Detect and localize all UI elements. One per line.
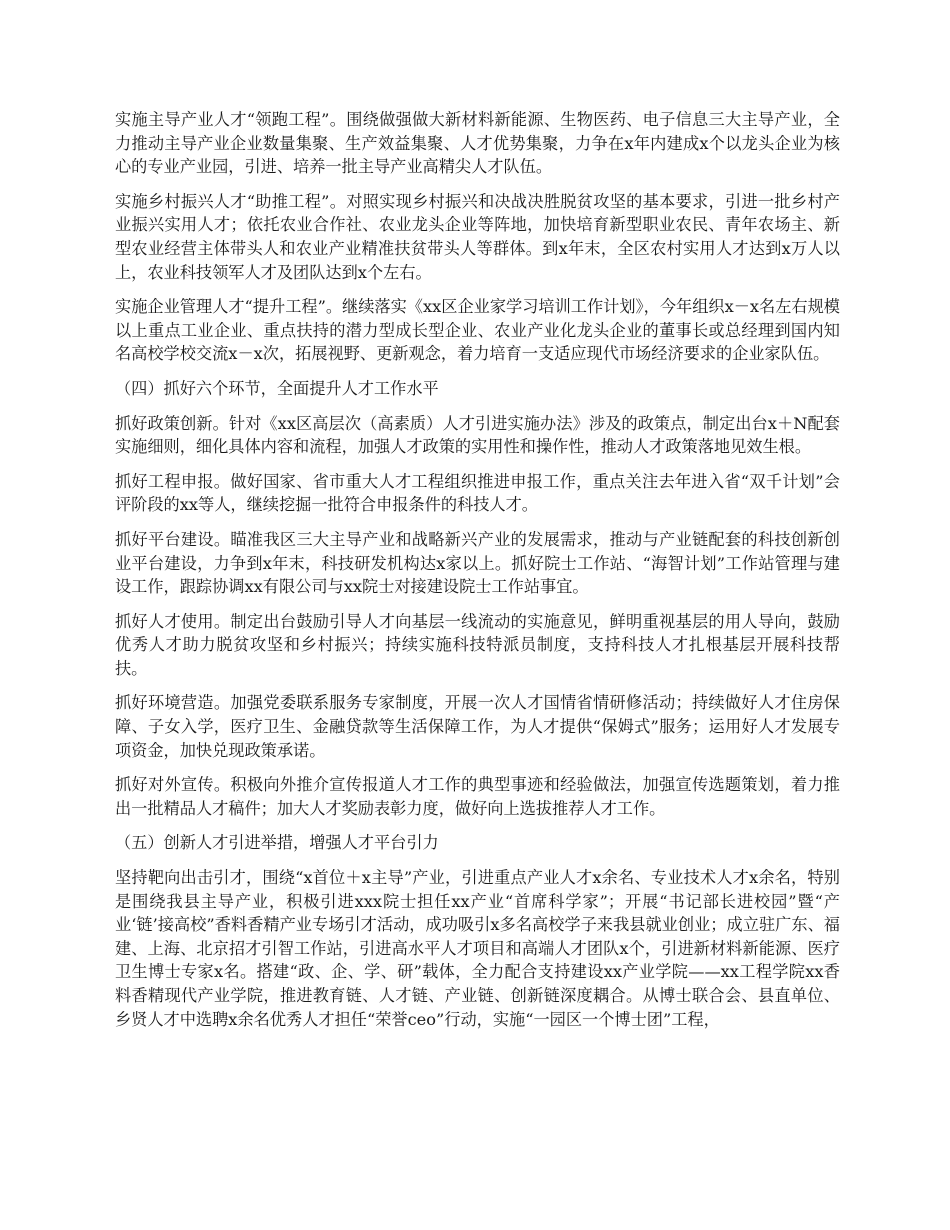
paragraph-project-application: 抓好工程申报。做好国家、省市重大人才工程组织推进申报工作，重点关注去年进入省“双千计划”会评阶段的xx等人，继续挖掘一批符合申报条件的科技人才。 <box>115 471 840 515</box>
paragraph-platform-construction: 抓好平台建设。瞄准我区三大主导产业和战略新兴产业的发展需求，推动与产业链配套的科技创新创业平台建设，力争到x年末，科技研发机构达x家以上。抓好院士工作站、“海智计划”工作站管理与建设工作，跟踪协调xx有限公司与xx院士对接建设院士工作站事宜。 <box>115 529 840 597</box>
section-heading-four: （四）抓好六个环节，全面提升人才工作水平 <box>115 378 439 398</box>
paragraph-talent-use: 抓好人才使用。制定出台鼓励引导人才向基层一线流动的实施意见，鲜明重视基层的用人导向，鼓励优秀人才助力脱贫攻坚和乡村振兴；持续实施科技特派员制度，支持科技人才扎根基层开展科技帮扶。 <box>115 611 840 678</box>
paragraph-policy-innovation: 抓好政策创新。针对《xx区高层次（高素质）人才引进实施办法》涉及的政策点，制定出台x＋N配套实施细则，细化具体内容和流程，加强人才政策的实用性和操作性，推动人才政策落地见效生根。 <box>115 413 840 457</box>
paragraph-leading-industry-talent: 实施主导产业人才“领跑工程”。围绕做强做大新材料新能源、生物医药、电子信息三大主导产业，全力推动主导产业企业数量集聚、生产效益集聚、人才优势集聚，力争在x年内建成x个以龙头企业为核心的专业产业园，引进、培养一批主导产业高精尖人才队伍。 <box>115 110 840 177</box>
paragraph-environment-building: 抓好环境营造。加强党委联系服务专家制度，开展一次人才国情省情研修活动；持续做好人才住房保障、子女入学，医疗卫生、金融贷款等生活保障工作，为人才提供“保姆式”服务；运用好人才发展专项资金，加快兑现政策承诺。 <box>115 693 840 760</box>
document-body <box>115 108 840 1042</box>
section-heading-five: （五）创新人才引进举措，增强人才平台引力 <box>115 833 439 853</box>
paragraph-rural-revitalization-talent: 实施乡村振兴人才“助推工程”。对照实现乡村振兴和决战决胜脱贫攻坚的基本要求，引进一批乡村产业振兴实用人才；依托农业合作社、农业龙头企业等阵地，加快培育新型职业农民、青年农场主、新型农业经营主体带头人和农业产业精准扶贫带头人等群体。到x年末，全区农村实用人才达到x万人以上，农业科技领军人才及团队达到x个左右。 <box>115 191 840 282</box>
paragraph-enterprise-management-talent: 实施企业管理人才“提升工程”。继续落实《xx区企业家学习培训工作计划》，今年组织x－x名左右规模以上重点工业企业、重点扶持的潜力型成长型企业、农业产业化龙头企业的董事长或总经理到国内知名高校学校交流x－x次，拓展视野、更新观念，着力培育一支适应现代市场经济要求的企业家队伍。 <box>115 297 840 364</box>
paragraph-targeted-recruitment: 坚持靶向出击引才，围绕“x首位＋x主导”产业，引进重点产业人才x余名、专业技术人才x余名，特别是围绕我县主导产业，积极引进xxx院士担任xx产业“首席科学家”；开展“书记部长进校园”暨“产业‘链’接高校”香料香精产业专场引才活动，成功吸引x多名高校学子来我县就业创业；成立驻广东、福建、上海、北京招才引智工作站，引进高水平人才项目和高端人才团队x个，引进新材料新能源、医疗卫生博士专家x名。搭建“政、企、学、研”载体，全力配合支持建设xx产业学院——xx工程学院xx香料香精现代产业学院，推进教育链、人才链、产业链、创新链深度耦合。从博士联合会、县直单位、乡贤人才中选聘x余名优秀人才担任“荣誉ceo”行动，实施“一园区一个博士团”工程， <box>115 868 840 1029</box>
paragraph-external-publicity: 抓好对外宣传。积极向外推介宣传报道人才工作的典型事迹和经验做法，加强宣传选题策划，着力推出一批精品人才稿件；加大人才奖励表彰力度，做好向上选拔推荐人才工作。 <box>115 775 840 818</box>
